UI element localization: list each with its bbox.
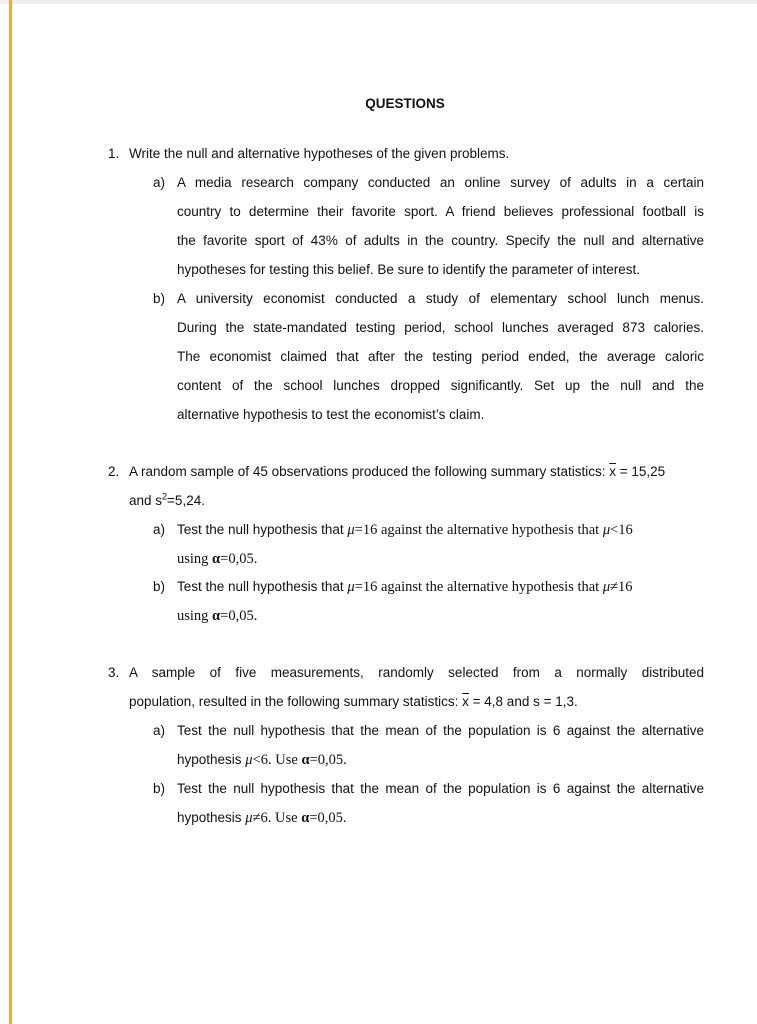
q3-b-label: b) <box>153 781 166 796</box>
q2-b-line-1 <box>177 578 633 596</box>
q1-b-line-5: alternative hypothesis to test the economist’s claim. <box>177 407 485 422</box>
q3-stem-text: population, resulted in the following summary statistics: <box>129 694 463 709</box>
q3-a-mu: μ <box>245 752 253 768</box>
question-3-stem-line-2 <box>129 693 578 711</box>
q3-xbar-symbol: $\overline{x}$ <box>462 694 469 709</box>
q1-a-line-2: country to determine their favorite sport. A friend believes professional football is <box>177 204 704 219</box>
q2-b-label: b) <box>153 579 166 594</box>
q2-a-using: using <box>177 551 213 567</box>
page-title: QUESTIONS <box>365 96 445 111</box>
q3-a-alpha-value: =0,05. <box>309 752 347 768</box>
q1-b-line-2: During the state-mandated testing period, school lunches averaged 873 calories. <box>177 320 704 335</box>
page-left-margin-bar <box>9 0 12 1024</box>
q2-b-alpha-value: =0,05. <box>220 608 258 624</box>
q3-b-alpha: α <box>301 810 310 826</box>
q3-a-line-1: Test the null hypothesis that the mean of the population is 6 against the alternative <box>177 723 704 738</box>
q2-xbar-symbol: $\overline{x}$ <box>609 464 616 479</box>
question-2-stem <box>129 463 665 481</box>
question-1-number: 1. <box>108 146 120 161</box>
q2-a-math-2: <16 <box>610 522 633 538</box>
q2-a-alpha-value: =0,05. <box>220 551 258 567</box>
q3-b-math: ≠6. Use <box>252 810 302 826</box>
q3-b-line-1: Test the null hypothesis that the mean of the population is 6 against the alternative <box>177 781 704 796</box>
q2-a-mu-1: μ <box>347 522 355 538</box>
q1-a-line-1: A media research company conducted an online survey of adults in a certain <box>177 175 704 190</box>
q2-stem-text: A random sample of 45 observations produced the following summary statistics: <box>129 464 610 479</box>
q1-a-line-3: the favorite sport of 43% of adults in the country. Specify the null and alternative <box>177 233 704 248</box>
q2-s-value: =5,24. <box>167 493 205 508</box>
q2-s-superscript: 2 <box>162 491 168 502</box>
q3-a-alpha: α <box>301 752 310 768</box>
q2-b-using: using <box>177 608 213 624</box>
q2-xbar-value: = 15,25 <box>615 464 666 479</box>
question-1-stem: Write the null and alternative hypotheses of the given problems. <box>129 146 510 161</box>
q3-b-alpha-value: =0,05. <box>309 810 347 826</box>
question-2-number: 2. <box>108 464 120 479</box>
q3-a-hypothesis-text: hypothesis <box>177 752 246 767</box>
question-3-stem: A sample of five measurements, randomly selected from a normally distributed <box>129 665 704 680</box>
q3-a-math: <6. Use <box>252 752 302 768</box>
q2-a-line-2 <box>177 550 257 568</box>
q1-b-line-3: The economist claimed that after the testing period ended, the average caloric <box>177 349 704 364</box>
question-3-number: 3. <box>108 665 120 680</box>
q2-b-math-2: ≠16 <box>610 579 633 595</box>
q3-a-label: a) <box>153 723 166 738</box>
q2-a-math: =16 against the alternative hypothesis that <box>354 522 603 538</box>
q2-b-line-2 <box>177 607 257 625</box>
q3-a-line-2 <box>177 751 347 769</box>
q3-b-hypothesis-text: hypothesis <box>177 810 246 825</box>
q2-a-label: a) <box>153 522 166 537</box>
q2-a-line-1 <box>177 521 633 539</box>
q2-b-alpha: α <box>212 608 221 624</box>
q1-b-line-1: A university economist conducted a study of elementary school lunch menus. <box>177 291 704 306</box>
q3-b-mu: μ <box>245 810 253 826</box>
page-top-border <box>0 0 757 4</box>
q1-b-label: b) <box>153 291 166 306</box>
q2-b-text: Test the null hypothesis that <box>177 579 348 594</box>
q2-b-mu-1: μ <box>347 579 355 595</box>
q2-b-mu-2: μ <box>602 579 611 595</box>
q1-a-line-4: hypotheses for testing this belief. Be sure to identify the parameter of interest. <box>177 262 641 277</box>
q3-summary-values: = 4,8 and s = 1,3. <box>468 694 578 709</box>
q2-a-alpha: α <box>212 551 221 567</box>
q2-b-math: =16 against the alternative hypothesis that <box>354 579 603 595</box>
question-2-stem-line-2 <box>129 492 205 510</box>
q1-a-label: a) <box>153 175 166 190</box>
q2-a-mu-2: μ <box>602 522 611 538</box>
q2-a-text: Test the null hypothesis that <box>177 522 348 537</box>
q2-s-label: and s <box>129 493 163 508</box>
q1-b-line-4: content of the school lunches dropped significantly. Set up the null and the <box>177 378 704 393</box>
q3-b-line-2 <box>177 809 347 827</box>
